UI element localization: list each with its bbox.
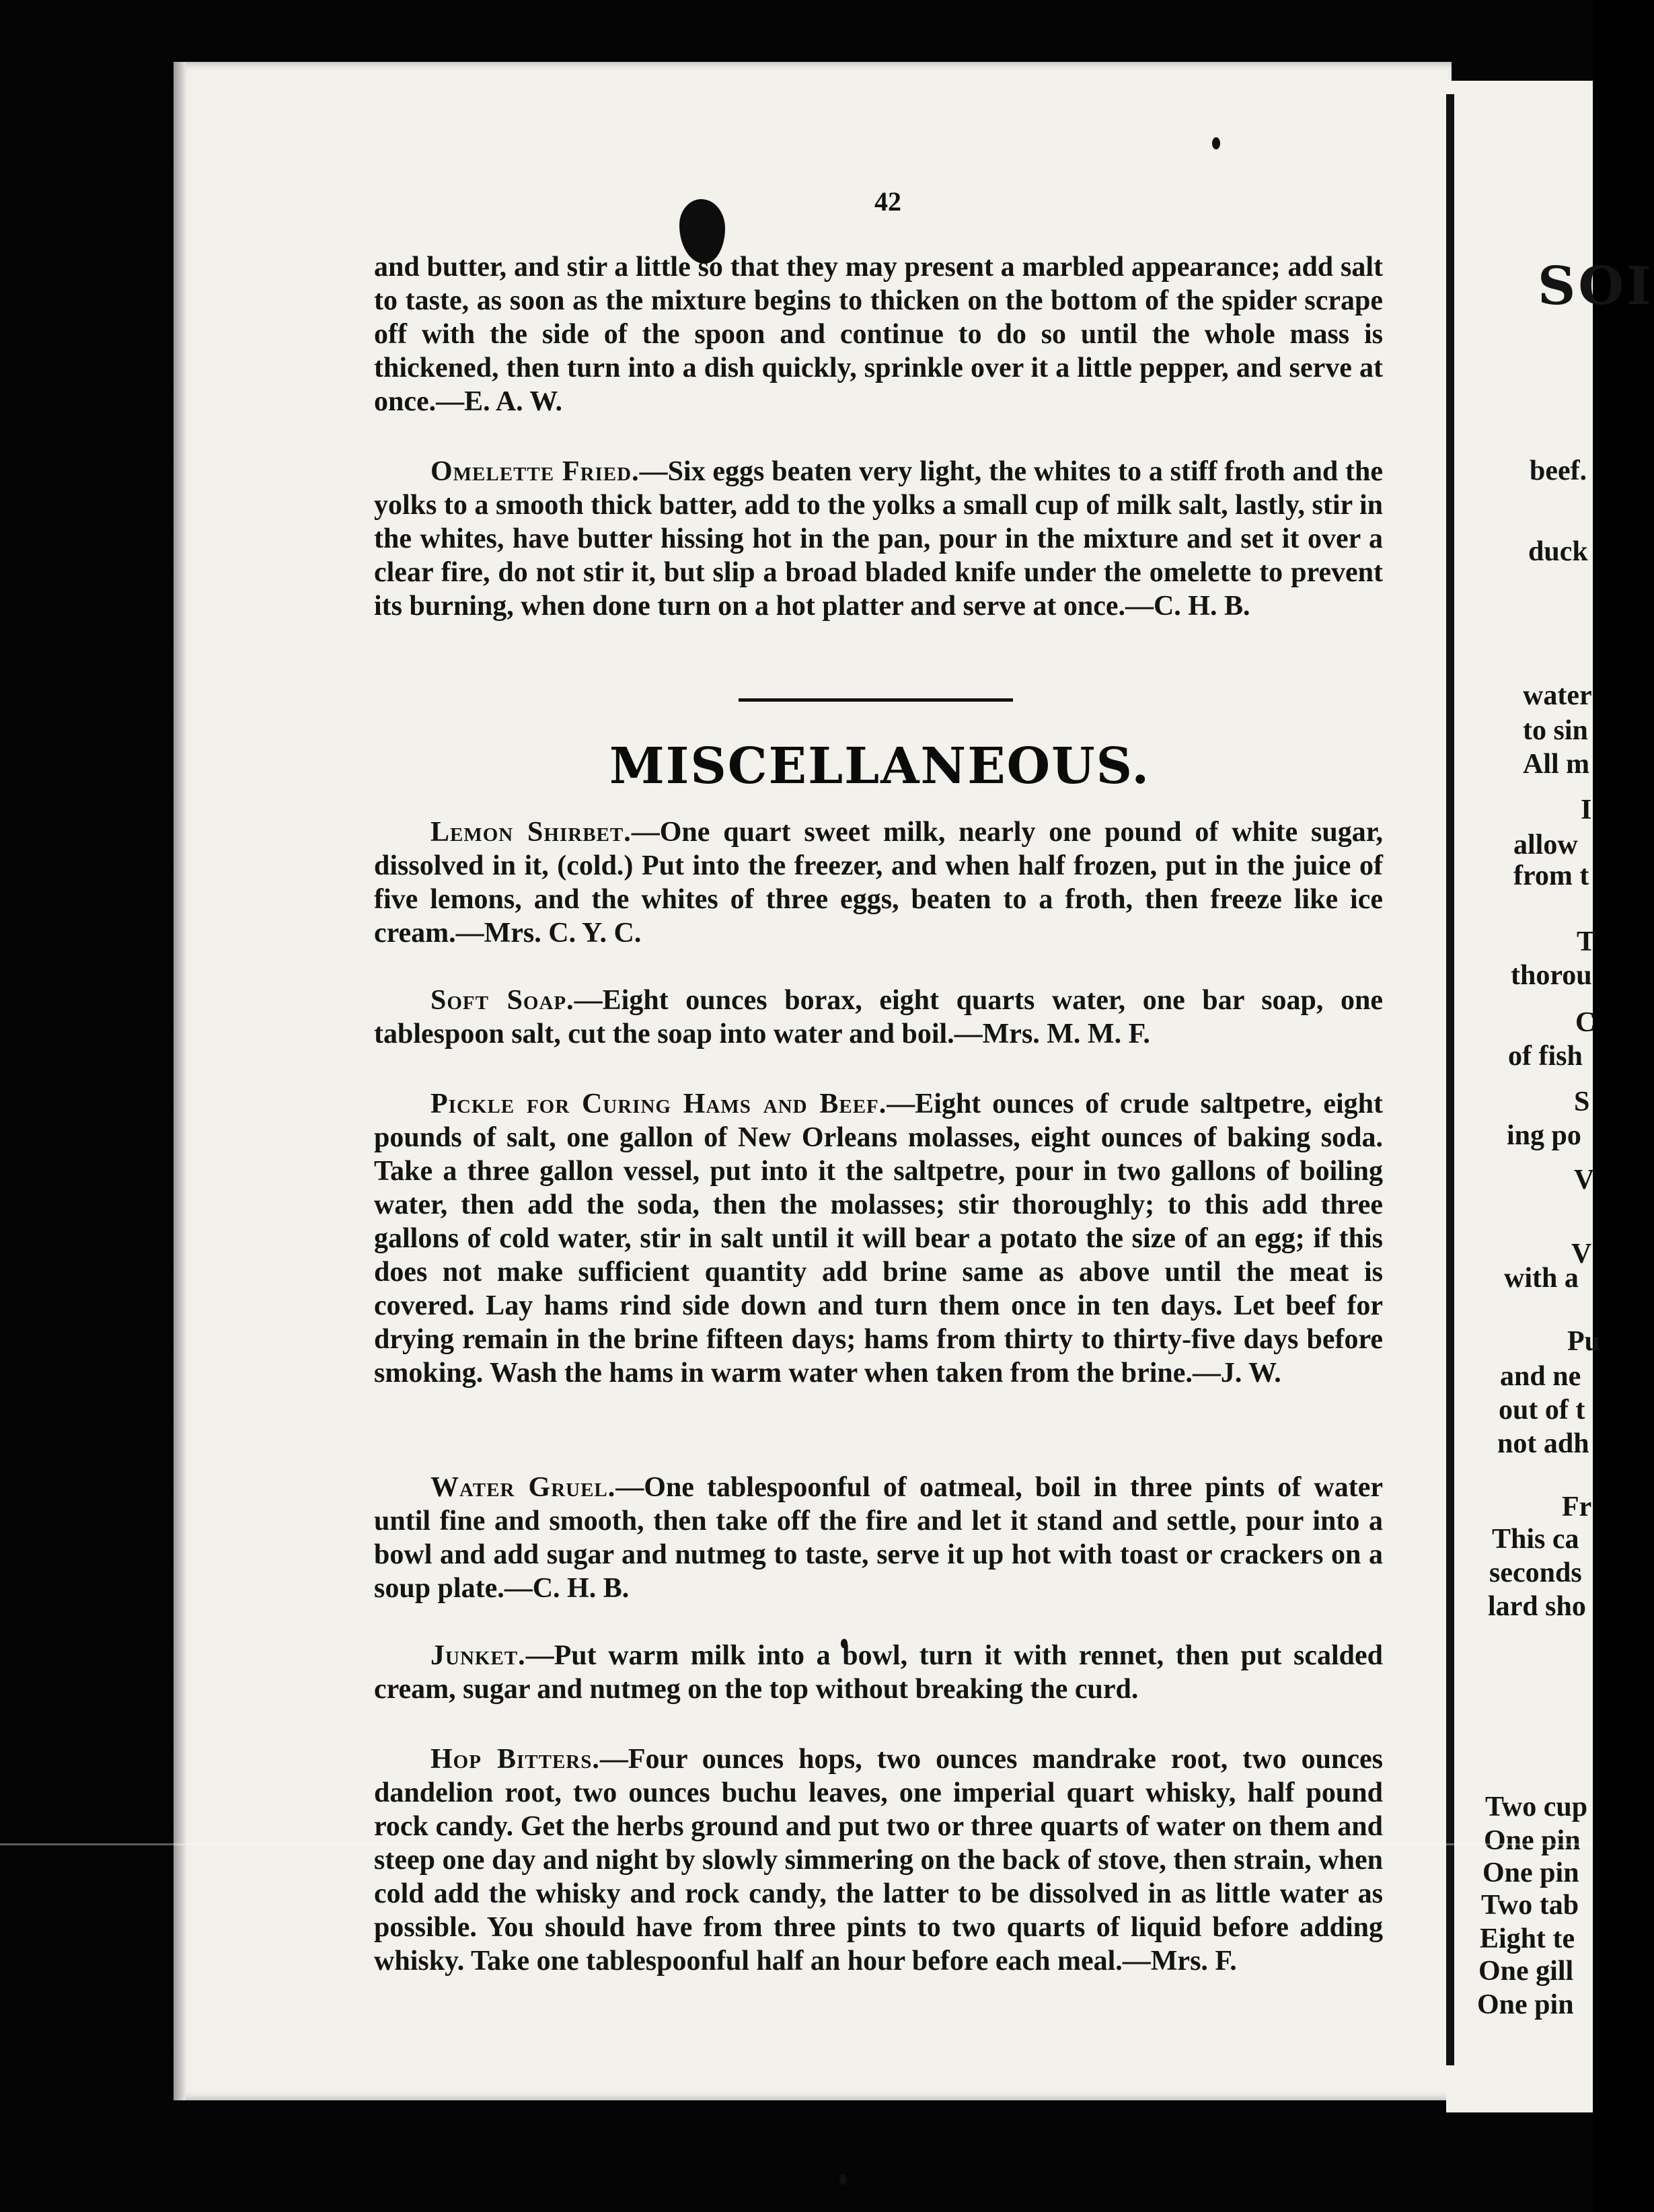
right-page-fragment: T xyxy=(1577,926,1596,957)
recipe-paragraph xyxy=(374,984,1383,1051)
right-page-fragment: not adh xyxy=(1497,1428,1589,1459)
right-page-fragment: C xyxy=(1575,1007,1596,1038)
ink-speck xyxy=(1212,137,1220,149)
right-page-fragment: out of t xyxy=(1499,1395,1585,1426)
right-page-fragment: V xyxy=(1571,1239,1592,1269)
recipe-title: Omelette Fried. xyxy=(430,456,640,487)
right-page-fragment: Two tab xyxy=(1481,1890,1579,1921)
right-page-fragment: from t xyxy=(1513,860,1589,891)
recipe-title: Water Gruel. xyxy=(430,1472,616,1503)
right-page-fragment: Fr xyxy=(1562,1491,1592,1522)
recipe-title: Hop Bitters. xyxy=(430,1744,600,1775)
section-divider xyxy=(739,698,1013,702)
recipe-paragraph xyxy=(374,455,1383,623)
page-gutter xyxy=(1446,94,1454,2065)
right-page-fragment: Eight te xyxy=(1480,1923,1575,1954)
recipe-lemon-shirbet xyxy=(374,815,1383,950)
right-page-fragment: V xyxy=(1574,1165,1595,1195)
recipe-body: —Eight ounces borax, eight quarts water, one bar soap, one tablespoon salt, cut the soap into water and boil.—Mrs. M. M. F. xyxy=(374,985,1384,1049)
right-page-fragment: ing po xyxy=(1507,1120,1581,1151)
right-page-fragment: One gill xyxy=(1478,1956,1574,1987)
right-page-fragment: to sin xyxy=(1523,715,1588,746)
right-page-fragment: S xyxy=(1574,1086,1590,1117)
right-page-fragment: This ca xyxy=(1492,1524,1579,1555)
recipe-title: Junket. xyxy=(430,1640,526,1671)
recipe-paragraph xyxy=(374,1742,1383,1978)
recipe-body: —Eight ounces of crude saltpetre, eight pounds of salt, one gallon of New Orleans molasses, eight ounces of baking soda. Take a three gallon vessel, put into it the saltpetre, pour in two gallons of boiling water, then add the soda, then the molasses; stir thoroughly; to this add three gallons of cold water, stir in salt until it will bear a potato the size of an egg; if this does not make sufficient quantity add brine same as above until the meat is covered. Lay hams rind side down and turn them once in ten days. Let beef for drying remain in the brine fifteen days; hams from thirty to thirty-five days before smoking. Wash the hams in warm water when taken from the brine.—J. W. xyxy=(374,1089,1383,1389)
omelette-recipe xyxy=(374,455,1383,623)
right-page-fragment: duck xyxy=(1528,536,1588,567)
recipe-title: Pickle for Curing Hams and Beef. xyxy=(430,1089,887,1119)
recipe-paragraph xyxy=(374,1471,1383,1605)
recipe-soft-soap xyxy=(374,984,1383,1051)
continued-paragraph xyxy=(374,250,1383,418)
recipe-junket xyxy=(374,1639,1383,1706)
right-page-fragment: seconds xyxy=(1489,1557,1582,1588)
right-page-heading: SOI xyxy=(1538,256,1654,317)
recipe-title: Soft Soap. xyxy=(430,985,574,1016)
right-page-fragment: of fish xyxy=(1508,1041,1583,1072)
continued-text: and butter, and stir a little so that they may present a marbled appearance; add salt to taste, as soon as the mixture begins to thicken on the bottom of the spider scrape off with the side of the spoon and continue to do so until the whole mass is thickened, then turn into a dish quickly, sprinkle over it a little pepper, and serve at once.—E. A. W. xyxy=(374,252,1383,417)
recipe-body: —One tablespoonful of oatmeal, boil in three pints of water until fine and smooth, then take off the fire and let it stand and settle, pour into a bowl and add sugar and nutmeg to taste, serve it up hot with toast or crackers on a soup plate.—C. H. B. xyxy=(374,1472,1383,1604)
right-page-fragment: with a xyxy=(1504,1263,1579,1294)
right-page-fragment: thorou xyxy=(1511,960,1592,991)
recipe-body: —Four ounces hops, two ounces mandrake root, two ounces dandelion root, two ounces buchu leaves, one imperial quart whisky, half pound rock candy. Get the herbs ground and put two or three quarts of water on them and steep one day and night by slowly simmering on the back of stove, then strain, when cold add the whisky and rock candy, the latter to be dissolved in as little water as possible. You should have from three pints to two quarts of liquid before adding whisky. Take one tablespoonful half an hour before each meal.—Mrs. F. xyxy=(374,1744,1383,1977)
recipe-body: —Six eggs beaten very light, the whites to a stiff froth and the yolks to a smooth thick batter, add to the yolks a small cup of milk salt, lastly, stir in the whites, have butter hissing hot in the pan, pour in the mixture and set it over a clear fire, do not stir it, but slip a broad bladed knife under the omelette to prevent its burning, when done turn on a hot platter and serve at once.—C. H. B. xyxy=(374,456,1383,622)
right-page-fragment: One pin xyxy=(1482,1857,1579,1888)
recipe-paragraph xyxy=(374,815,1383,950)
recipe-body: —One quart sweet milk, nearly one pound of white sugar, dissolved in it, (cold.) Put into the freezer, and when half frozen, put in the juice of five lemons, and the whites of three eggs, beaten to a froth, then freeze like ice cream.—Mrs. C. Y. C. xyxy=(374,817,1383,949)
right-page-fragment: water xyxy=(1523,680,1592,711)
recipe-pickle xyxy=(374,1087,1383,1390)
recipe-title: Lemon Shirbet. xyxy=(430,817,632,848)
recipe-paragraph xyxy=(374,1639,1383,1706)
right-page-fragment: One pin xyxy=(1477,1989,1574,2020)
scan-artifact-line xyxy=(0,1843,1593,1845)
page-number: 42 xyxy=(874,186,901,217)
recipe-hop-bitters xyxy=(374,1742,1383,1978)
right-page-fragment: lard sho xyxy=(1488,1591,1586,1622)
right-page-fragment: All m xyxy=(1523,749,1590,780)
recipe-water-gruel xyxy=(374,1471,1383,1605)
recipe-body: —Put warm milk into a bowl, turn it with rennet, then put scalded cream, sugar and nutmeg on the top without breaking the curd. xyxy=(374,1640,1383,1705)
right-page-fragment: allow xyxy=(1513,830,1578,860)
right-page-fragment: Pu xyxy=(1567,1326,1601,1357)
recipe-paragraph xyxy=(374,1087,1383,1390)
right-page-fragment: I xyxy=(1581,795,1592,825)
section-heading: MISCELLANEOUS. xyxy=(609,737,1151,795)
right-page-fragment: beef. xyxy=(1530,455,1587,486)
right-page-fragment: and ne xyxy=(1500,1361,1581,1392)
right-page-fragment: One pin xyxy=(1484,1825,1581,1856)
ink-speck xyxy=(839,2174,846,2185)
right-page-fragment: Two cup xyxy=(1485,1792,1588,1822)
